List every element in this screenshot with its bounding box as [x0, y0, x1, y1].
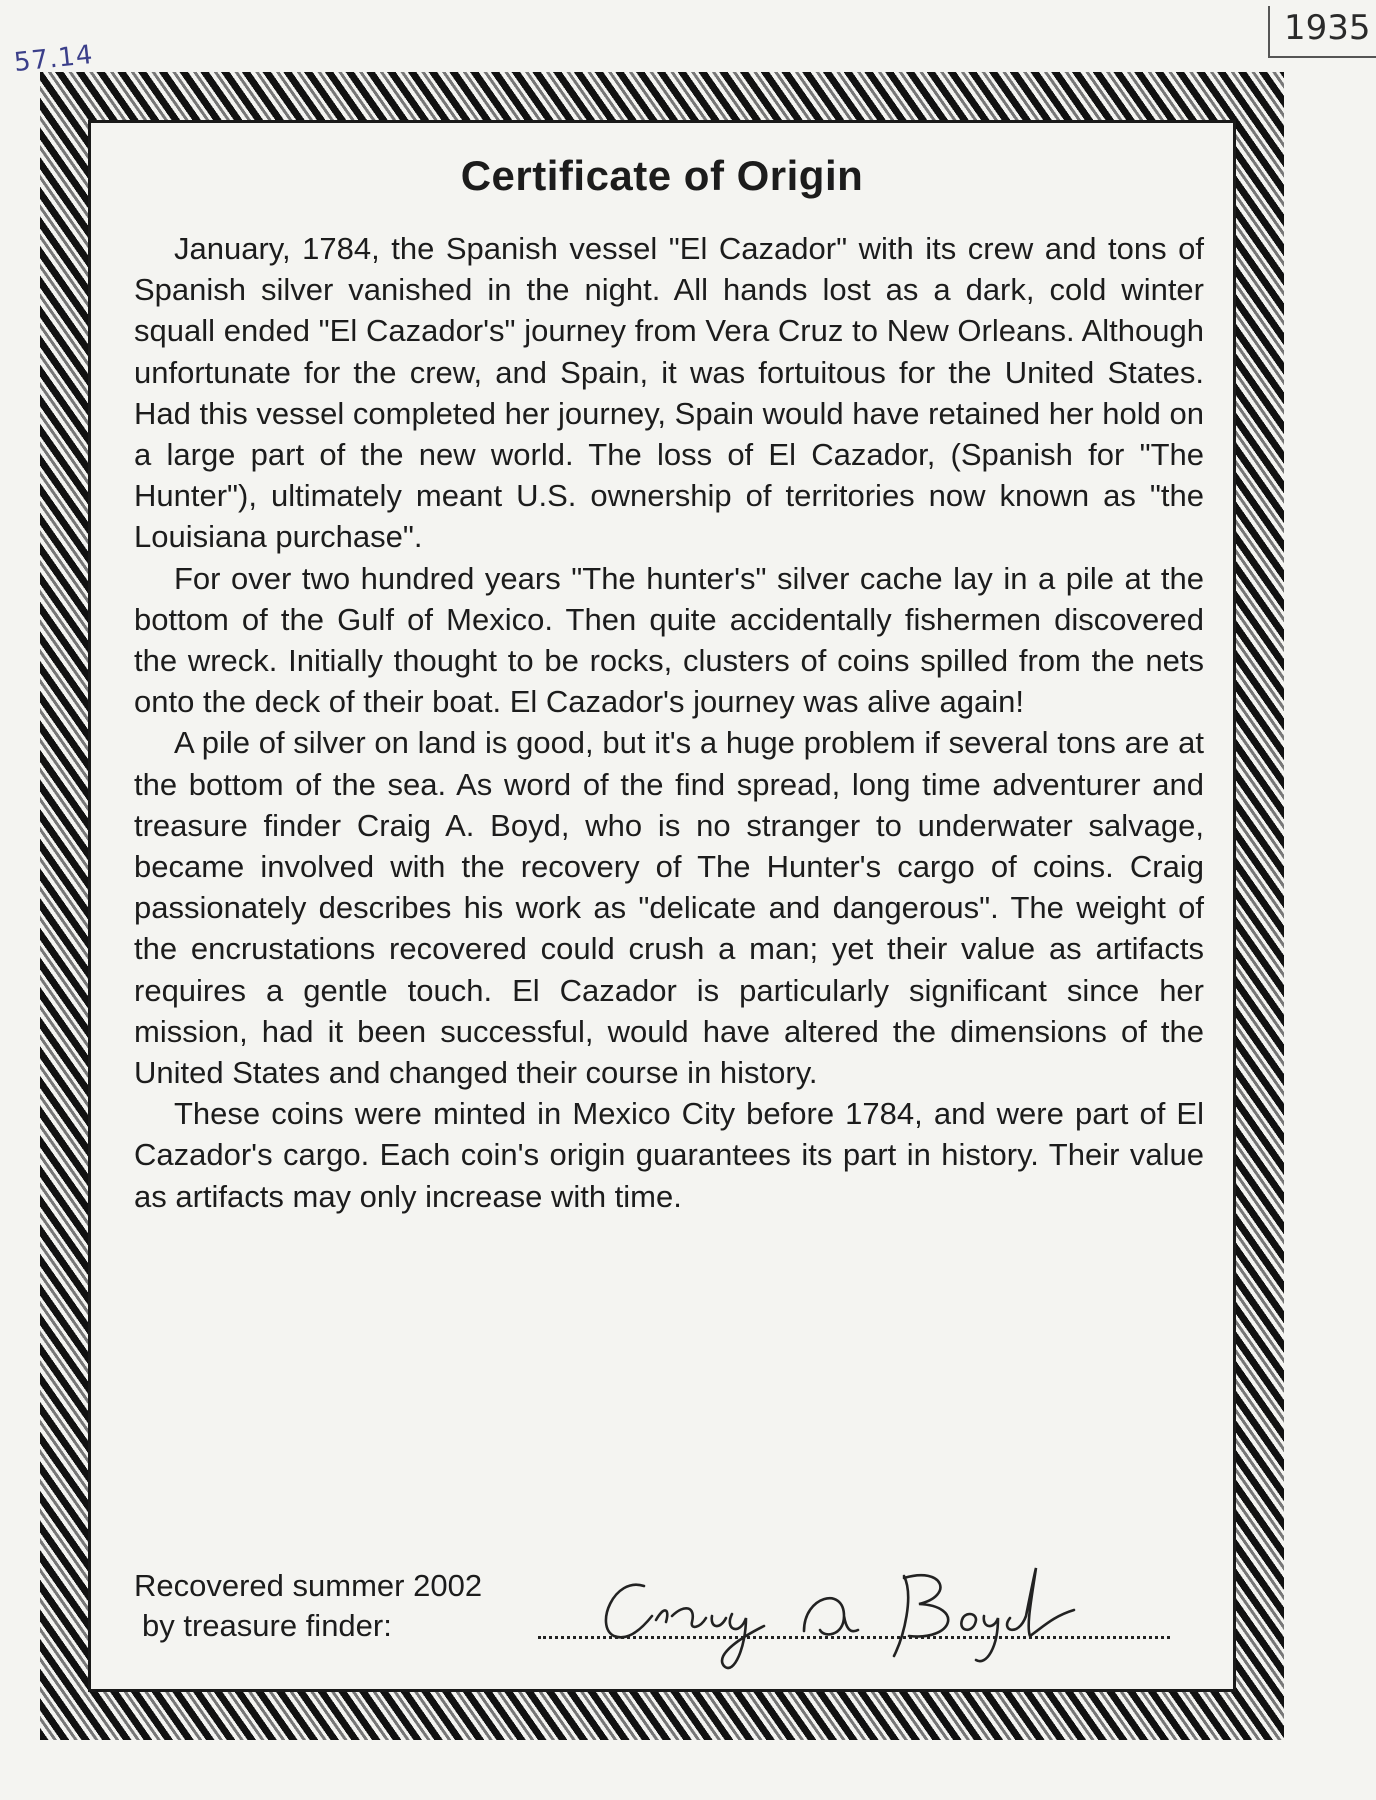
handwritten-note-top-left: 57.14 [12, 39, 95, 79]
handwritten-note-top-right: 1935 [1268, 6, 1376, 58]
certificate-title: Certificate of Origin [460, 152, 864, 199]
paragraph-3: A pile of silver on land is good, but it's a huge problem if several tons are at the bottom of the sea. As word of the find spread, long time adventurer and treasure finder Craig A. Boyd, who is no stranger to underwater salvage, became involved with the recovery of The Hunter's cargo of coins. Craig passionately describes his work as "delicate and dangerous". The weight of the encrustations recovered could crush a man; yet their value as artifacts requires a gentle touch. El Cazador is particularly significant since her mission, had it been successful, would have altered the dimensions of the United States and changed their course in history. [134, 725, 1204, 1091]
recovery-line-1: Recovered summer 2002 [134, 1568, 483, 1603]
paragraph-2: For over two hundred years "The hunter's" silver cache lay in a pile at the bottom of the Gulf of Mexico. Then quite accidentally fishermen discovered the wreck. Initially thought to be rocks, clusters of coins spilled from the nets onto the deck of their boat. El Cazador's journey was alive again! [134, 560, 1204, 720]
certificate-footer [134, 1566, 1204, 1656]
signature [574, 1556, 1134, 1676]
recovery-label [134, 1566, 482, 1646]
paragraph-1: January, 1784, the Spanish vessel "El Cazador" with its crew and tons of Spanish silver vanished in the night. All hands lost as a dark, cold winter squall ended "El Cazador's" journey from Vera Cruz to New Orleans. Although unfortunate for the crew, and Spain, it was fortuitous for the United States. Had this vessel completed her journey, Spain would have retained her hold on a large part of the new world. The loss of El Cazador, (Spanish for "The Hunter"), ultimately meant U.S. ownership of territories now known as "the Louisiana purchase". [134, 231, 1204, 555]
certificate-body [134, 228, 1204, 1217]
paragraph-4: These coins were minted in Mexico City before 1784, and were part of El Cazador's cargo. Each coin's origin guarantees its part in history. Their value as artifacts may only increase with time. [134, 1096, 1204, 1214]
recovery-line-2: by treasure finder: [142, 1608, 392, 1643]
